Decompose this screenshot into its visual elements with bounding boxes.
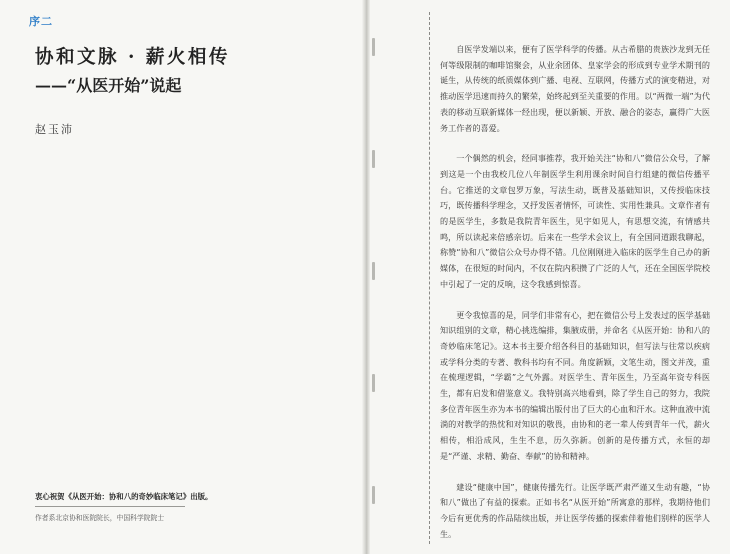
binding-stitch <box>372 262 375 280</box>
paragraph: 更令我惊喜的是，同学们非常有心，把在微信公号上发表过的医学基础知识组别的文章，精心挑选编排，集腋成册，并命名《从医开始：协和八的奇妙临床笔记》。这本书主要介绍各科目的基础知识，但写法与往常以疾病或学科分类的专著、教科书均有不同。角度新颖，文笔生动，图文并茂，重在梳理逻辑，“学霸”之气外露。对医学生、青年医生，乃至高年资专科医生，都有启发和借鉴意义。我特别高兴地看到，除了学生自己的努力，我院多位青年医生亦为本书的编辑出版付出了巨大的心血和汗水。这种血液中流淌的对教学的热忱和对知识的敬畏，由协和的老一辈人传到青年一代，薪火相传，相沿成风，生生不息，历久弥新。创新的是传播方式，永恒的却是“严谨、求精、勤奋、奉献”的协和精神。 <box>440 309 710 461</box>
binding-stitch <box>372 374 375 392</box>
binding-stitch <box>372 486 375 504</box>
book-spine <box>362 0 370 554</box>
page-title: 协和文脉 · 薪火相传 <box>35 47 230 68</box>
dashed-margin-line <box>429 12 430 544</box>
paragraph: 一个偶然的机会，经同事推荐，我开始关注“协和八”微信公众号，了解到这是一个由我校几位八年制医学生利用课余时间自行组建的微信传播平台。它推送的文章包罗万象，写法生动，既普及基础知识，又传授临床技巧，既传播科学理念，又抒发医者情怀，可读性、实用性兼具。文章作者有的是医学生，多数是我院青年医生，见字如见人，有思想交流，有情感共鸣，所以读起来倍感亲切。后来在一些学术会议上，有全国同道跟我聊起，称赞“协和八”微信公众号办得不错。几位刚刚进入临床的医学生自己办的新媒体，在很短的时间内，不仅在院内积攒了广泛的人气，还在全国医学院校中引起了一定的反响，这令我感到惊喜。 <box>440 153 710 289</box>
paragraph: 自医学发端以来，便有了医学科学的传播。从古希腊的贵族沙龙到无任何等级限制的咖啡馆聚会，从业余团体、皇家学会的形成到专业学术期刊的诞生，从传统的纸质媒体到广播、电视、互联网，传播方式的演变精进，对推动医学迅速而持久的繁荣，始终起到至关重要的作用。以“两微一端”为代表的移动互联新媒体一经出现，便以新颖、开放、融合的姿态，赢得广大医务工作者的喜爱。 <box>440 44 710 133</box>
binding-stitch <box>372 150 375 168</box>
section-label: 序二 <box>29 15 53 28</box>
footnote-divider <box>35 506 185 507</box>
author-name: 赵玉沛 <box>35 123 74 136</box>
body-text <box>440 42 710 554</box>
page-subtitle: ——“从医开始”说起 <box>35 76 182 95</box>
footnote-author-note: 作者系北京协和医院院长，中国科学院院士 <box>35 514 165 522</box>
right-page <box>366 0 730 554</box>
footnote-dedication: 衷心祝贺《从医开始：协和八的奇妙临床笔记》出版。 <box>35 492 213 501</box>
paragraph: 建设“健康中国”，健康传播先行。让医学既严肃严谨又生动有趣，“协和八”做出了有益的探索。正如书名“从医开始”所寓意的那样，我期待他们今后有更优秀的作品陆续出版，并让医学传播的探索伴着他们别样的医学人生。 <box>440 481 710 539</box>
binding-stitch <box>372 38 375 56</box>
